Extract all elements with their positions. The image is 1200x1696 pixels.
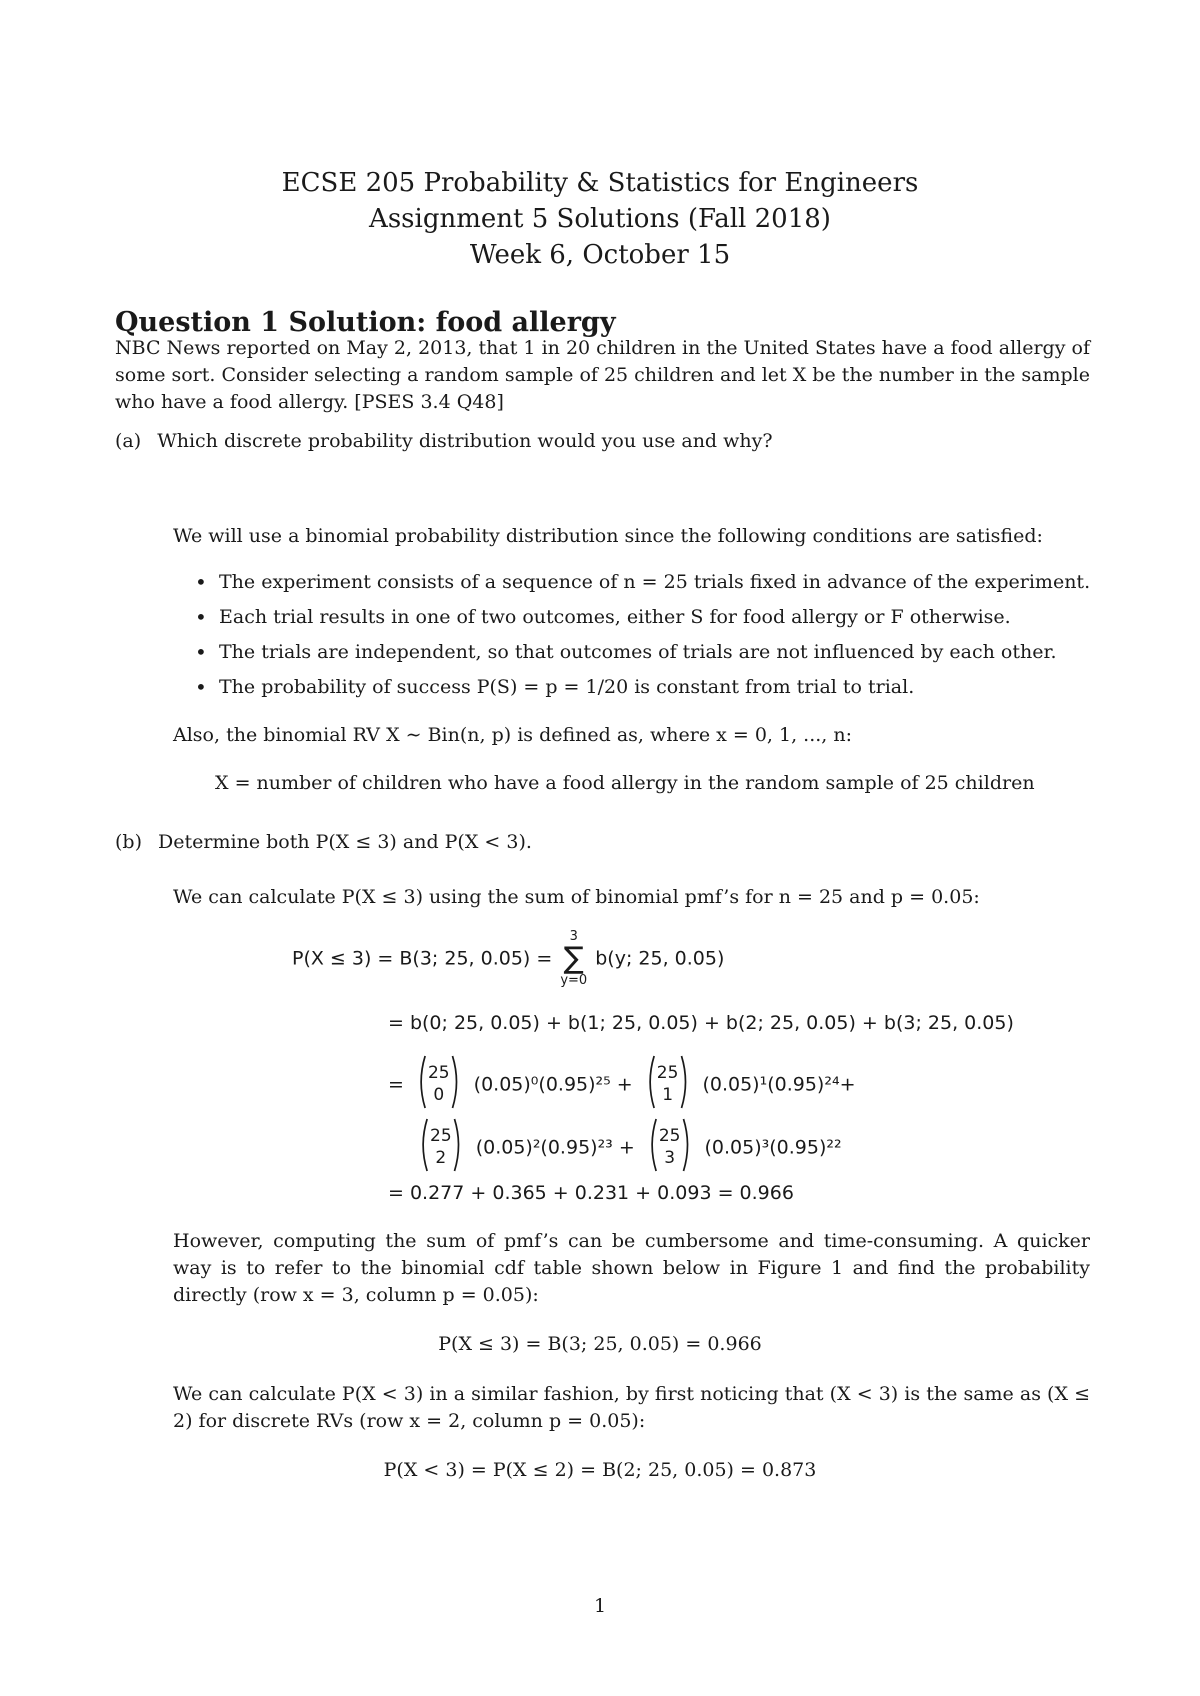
- term-3: (0.05)³(0.95)²²: [704, 1136, 842, 1159]
- binom-n: 25: [658, 1126, 681, 1146]
- part-b-question: [115, 829, 532, 856]
- eq1-rhs: b(y; 25, 0.05): [595, 947, 725, 970]
- eq1-lhs: P(X ≤ 3) = B(3; 25, 0.05) =: [292, 947, 553, 970]
- summation: [560, 930, 587, 988]
- equation-line-3: [388, 1062, 856, 1108]
- final-equation: P(X < 3) = P(X ≤ 2) = B(2; 25, 0.05) = 0.873: [383, 1459, 817, 1481]
- binom-k: 0: [433, 1085, 445, 1105]
- equation-line-4: [412, 1125, 842, 1171]
- binom-n: 25: [430, 1126, 452, 1146]
- rv-equation: X = number of children who have a food allergy in the random sample of 25 children: [215, 772, 1035, 794]
- list-item: • The trials are independent, so that outcomes of trials are not influenced by each other.: [195, 635, 1095, 670]
- list-item: • The probability of success P(S) = p = 1/20 is constant from trial to trial.: [195, 670, 1095, 705]
- question-intro: NBC News reported on May 2, 2013, that 1 in 20 children in the United States have a food allergy of some sort. Consider selecting a random sample of 25 children and let X be the number in the sample who have a food allergy. [PSES 3.4 Q48]: [115, 337, 1091, 413]
- binomial-coefficient: [645, 1062, 691, 1108]
- part-a-prompt: Which discrete probability distribution would you use and why?: [157, 430, 773, 452]
- sum-upper: 3: [569, 929, 578, 944]
- part-b-prompt: Determine both P(X ≤ 3) and P(X < 3).: [158, 831, 532, 853]
- list-item: • The experiment consists of a sequence of n = 25 trials fixed in advance of the experiment.: [195, 565, 1095, 600]
- assignment-title: Assignment 5 Solutions (Fall 2018): [369, 204, 831, 234]
- title-block: [0, 165, 1200, 273]
- similar-paragraph: We can calculate P(X < 3) in a similar fashion, by first noticing that (X < 3) is the same as (X ≤ 2) for discrete RVs (row x = 2, column p = 0.05):: [173, 1383, 1090, 1432]
- part-a-label: (a): [115, 430, 142, 452]
- equation-line-5: = 0.277 + 0.365 + 0.231 + 0.093 = 0.966: [388, 1182, 794, 1204]
- calc-intro: We can calculate P(X ≤ 3) using the sum of binomial pmf’s for n = 25 and p = 0.05:: [173, 886, 980, 908]
- sigma-icon: ∑: [563, 941, 584, 976]
- binom-k: 1: [662, 1085, 674, 1105]
- part-b-label: (b): [115, 831, 142, 853]
- sum-lower: y=0: [560, 973, 588, 988]
- binomial-coefficient: [418, 1125, 464, 1171]
- list-item: • Each trial results in one of two outcomes, either S for food allergy or F otherwise.: [195, 600, 1095, 635]
- binomial-coefficient: [647, 1125, 693, 1171]
- binom-n: 25: [427, 1063, 450, 1083]
- binom-k: 3: [664, 1148, 676, 1168]
- equation-line-2: = b(0; 25, 0.05) + b(1; 25, 0.05) + b(2; 25, 0.05) + b(3; 25, 0.05): [388, 1012, 1014, 1034]
- direct-equation: P(X ≤ 3) = B(3; 25, 0.05) = 0.966: [438, 1333, 762, 1355]
- page-number: 1: [593, 1595, 607, 1617]
- term-2: (0.05)²(0.95)²³ +: [475, 1136, 635, 1159]
- however-paragraph: However, computing the sum of pmf’s can be cumbersome and time-consuming. A quicker way is to refer to the binomial cdf table shown below in Figure 1 and find the probability directly (row x = 3, column p = 0.05):: [173, 1230, 1090, 1306]
- week-title: Week 6, October 15: [469, 240, 731, 270]
- term-0: (0.05)⁰(0.95)²⁵ +: [473, 1073, 633, 1096]
- conditions-list: [195, 565, 1095, 705]
- binom-n: 25: [656, 1063, 679, 1083]
- equals-sign: =: [388, 1073, 404, 1096]
- rv-definition: Also, the binomial RV X ∼ Bin(n, p) is defined as, where x = 0, 1, ..., n:: [173, 724, 852, 746]
- binom-k: 2: [435, 1148, 447, 1168]
- part-a-question: [115, 428, 773, 455]
- binomial-coefficient: [416, 1062, 462, 1108]
- part-a-answer-intro: We will use a binomial probability distribution since the following conditions are satisfied:: [173, 525, 1043, 547]
- question-heading: Question 1 Solution: food allergy: [115, 307, 616, 338]
- equation-line-1: [292, 930, 724, 988]
- course-title: ECSE 205 Probability & Statistics for Engineers: [281, 168, 919, 198]
- term-1: (0.05)¹(0.95)²⁴+: [702, 1073, 856, 1096]
